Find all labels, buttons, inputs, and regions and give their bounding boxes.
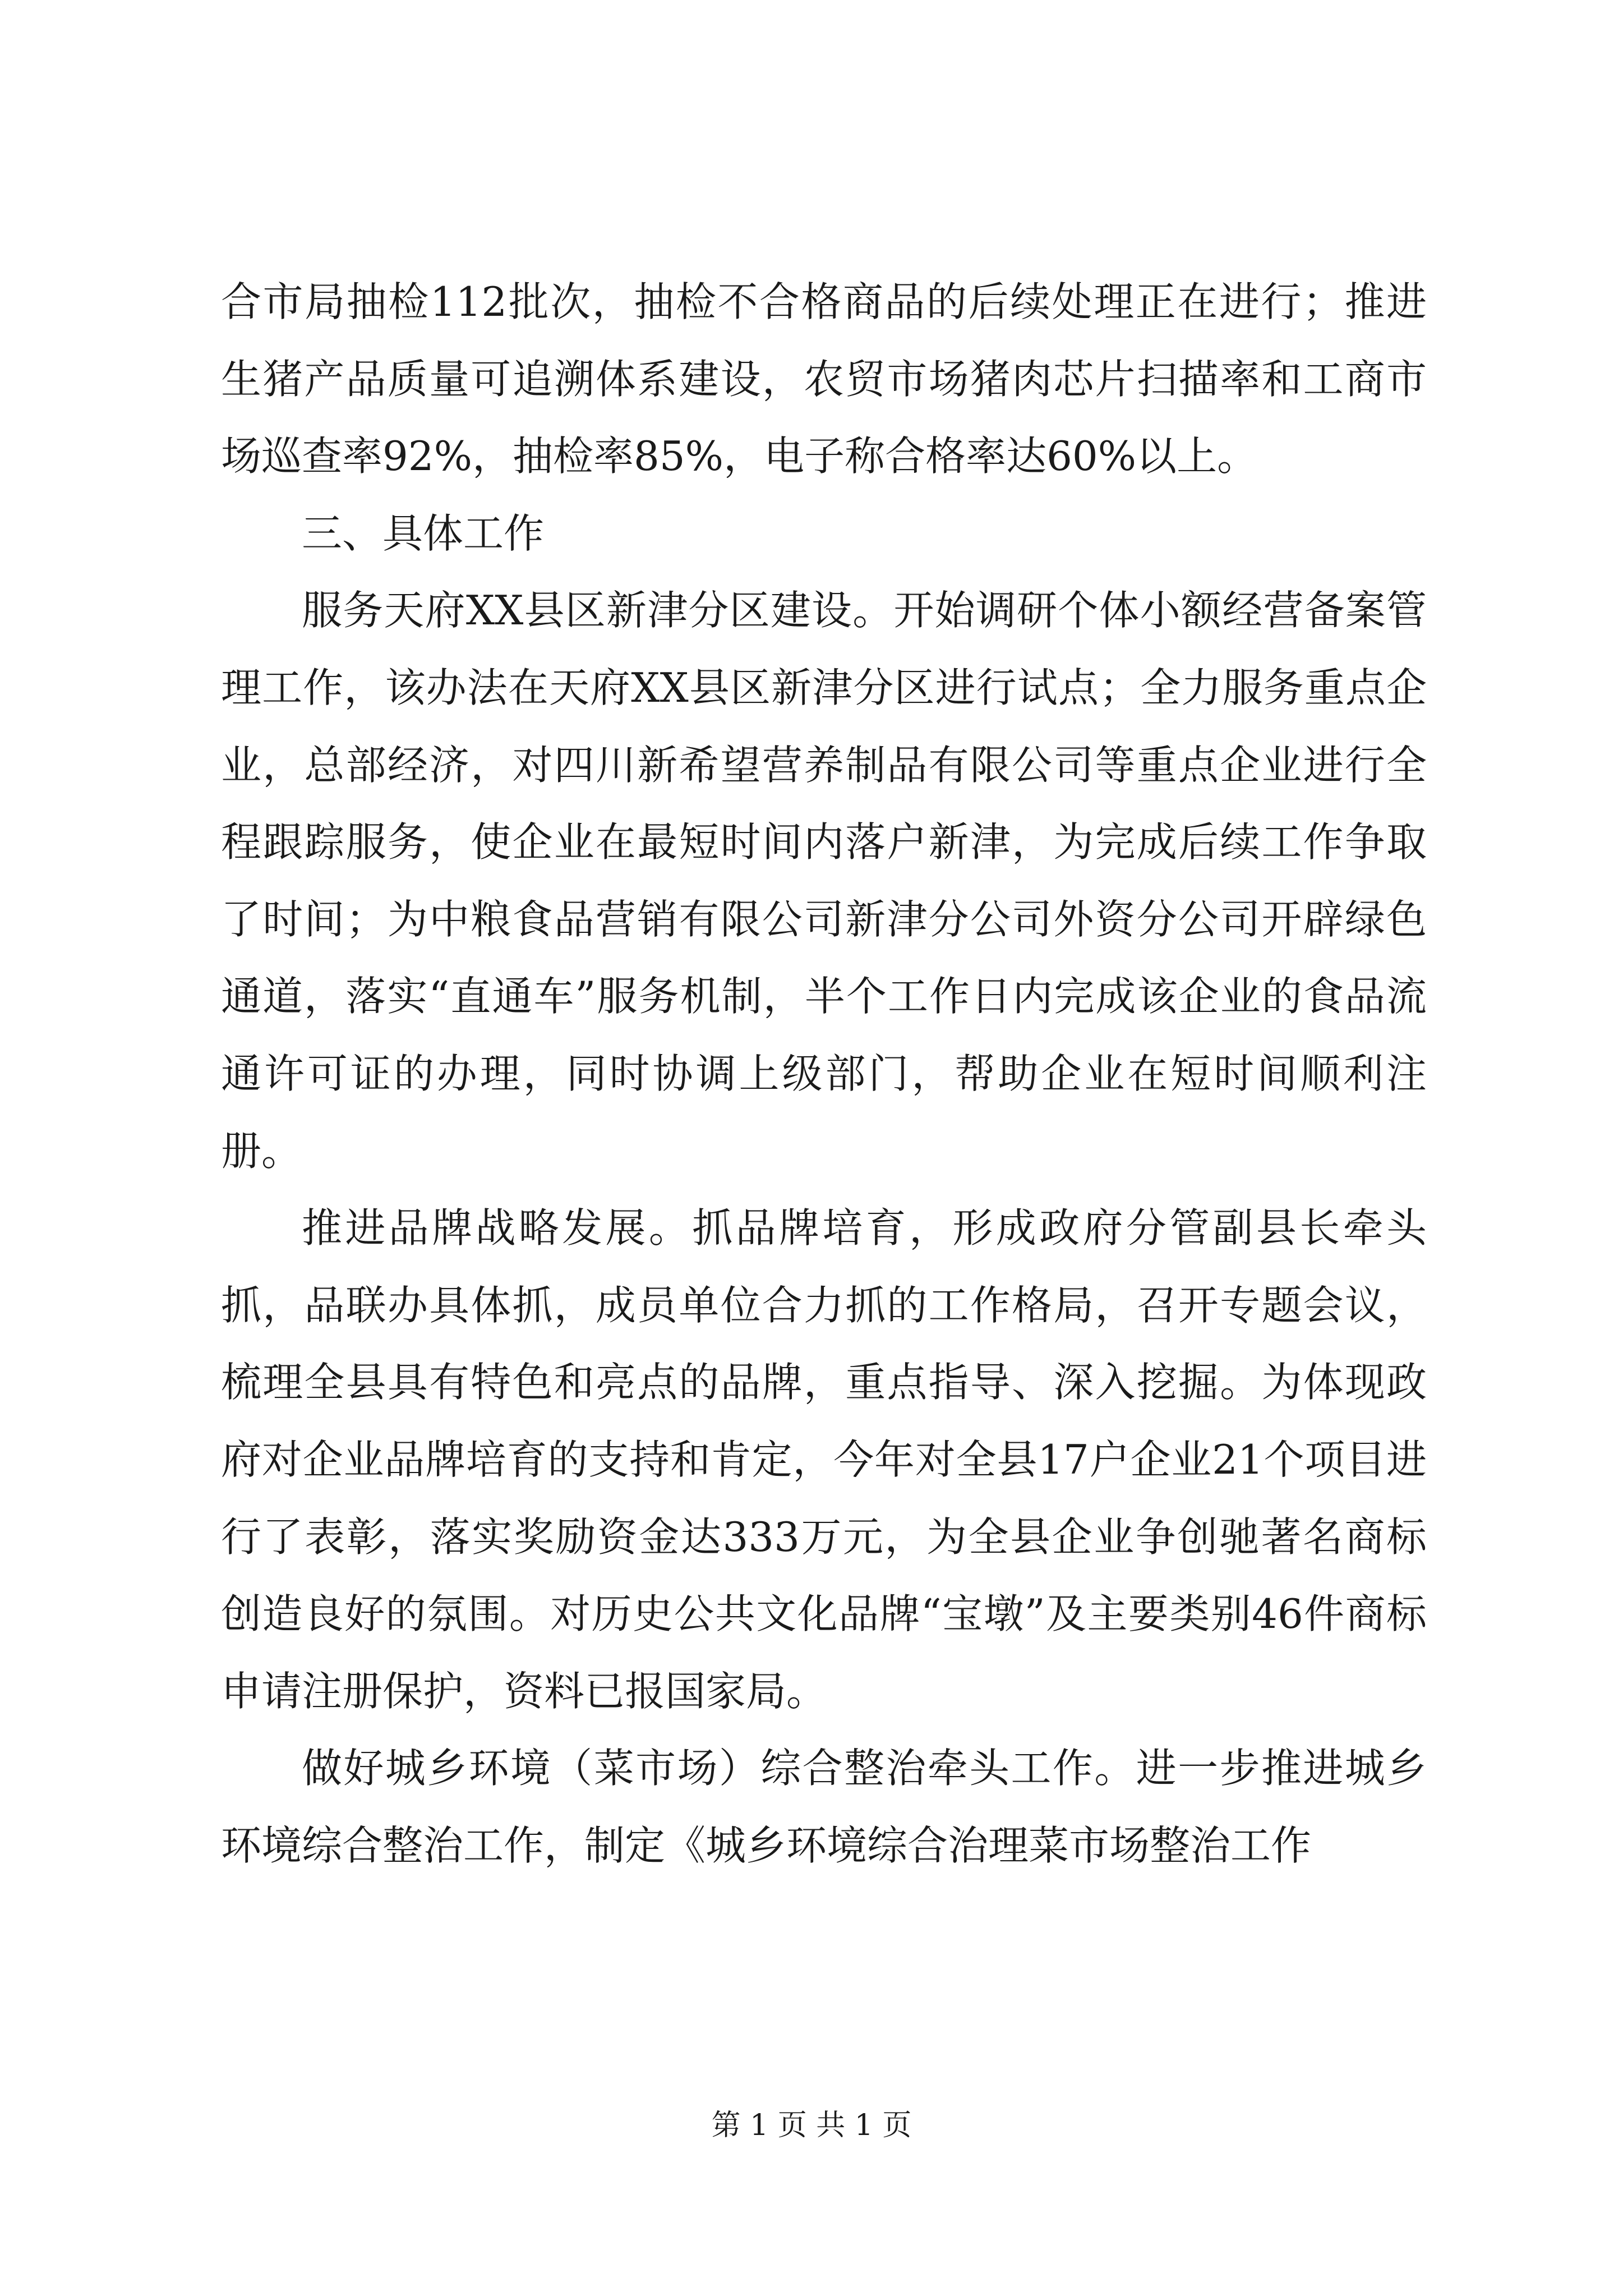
paragraph-brand-strategy: 推进品牌战略发展。抓品牌培育，形成政府分管副县长牵头抓，品联办具体抓，成员单位合力抓的工作格局，召开专题会议，梳理全县具有特色和亮点的品牌，重点指导、深入挖掘。为体现政府对企业品牌培育的支持和肯定，今年对全县17户企业21个项目进行了表彰，落实奖励资金达333万元，为全县企业争创驰著名商标创造良好的氛围。对历史公共文化品牌“宝墩”及主要类别46件商标申请注册保护，资料已报国家局。 [221,1204,1427,1715]
paragraph-continuation: 合市局抽检112批次，抽检不合格商品的后续处理正在进行；推进生猪产品质量可追溯体系建设，农贸市场猪肉芯片扫描率和工商市场巡查率92%，抽检率85%，电子称合格率达60%以上。 [221,278,1427,480]
paragraph-tianfu-service: 服务天府XX县区新津分区建设。开始调研个体小额经营备案管理工作，该办法在天府XX县区新津分区进行试点；全力服务重点企业，总部经济，对四川新希望营养制品有限公司等重点企业进行全程跟踪服务，使企业在最短时间内落户新津，为完成后续工作争取了时间；为中粮食品营销有限公司新津分公司外资分公司开辟绿色通道，落实“直通车”服务机制，半个工作日内完成该企业的食品流通许可证的办理，同时协调上级部门，帮助企业在短时间顺利注册。 [221,587,1427,1175]
section-heading: 三、具体工作 [302,509,545,557]
document-body [221,264,1427,1884]
page-number-footer: 第 1 页 共 1 页 [711,2109,912,2142]
paragraph-market-rectification: 做好城乡环境（菜市场）综合整治牵头工作。进一步推进城乡环境综合整治工作，制定《城乡环境综合治理菜市场整治工作 [221,1745,1427,1869]
